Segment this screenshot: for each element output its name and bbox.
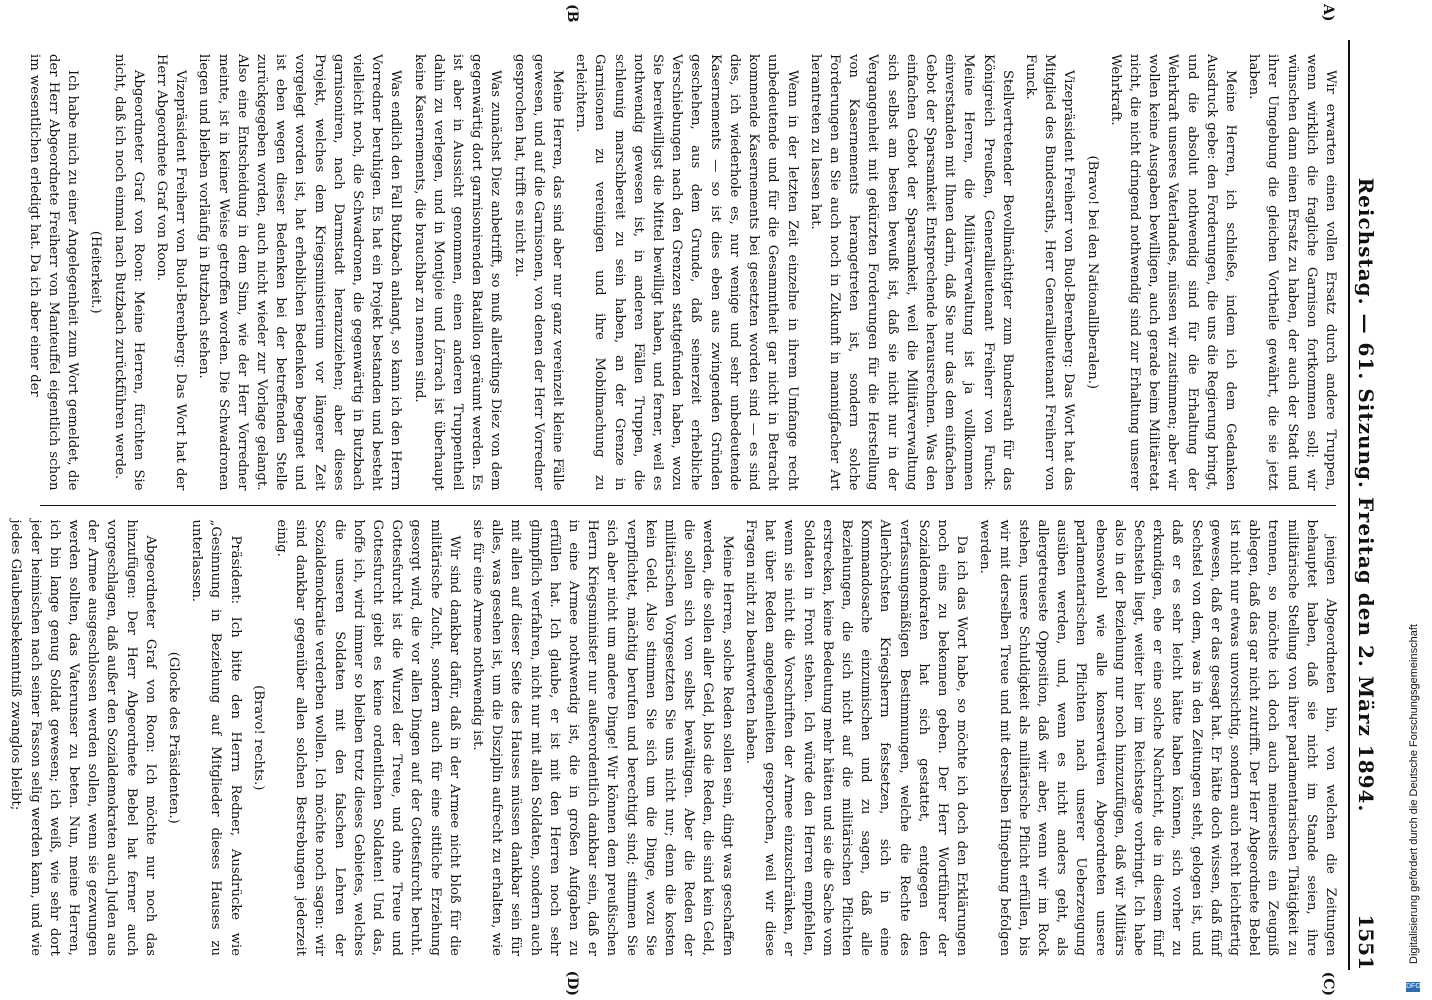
paragraph: (Glocke des Präsidenten.) bbox=[166, 651, 182, 824]
paragraph: jenigen Abgeordneten bin, von welchen die Zeitungen behauptet haben, daß sie nicht im Stande seien, ihre militärische Stellung von ihrer parlamentarischen Thätigkeit zu trennen, so möchte ich doch auch meinerseits ein Zeugniß ablegen, daß das gar nicht zutrifft. Der Herr Abgeordnete Bebel ist nicht nur etwas unvorsichtig, sondern auch recht leichtfertig gewesen, daß er das gesagt hat. Er hätte doch wissen, daß fünf Sechstel von dem, was in den Zeitungen steht, gelogen ist, und daß er es sehr leicht hätte haben können, sich vorher zu erkundigen, ehe er eine solche Nachricht, die in diesem fünf Sechsteln liegt, weiter hier im Reichstage vorbringt. Ich habe also in der Beziehung nur noch hinzuzufügen, daß wir Militärs ebensowohl wie alle konservativen Abgeordneten unsere parlamentarischen Pflichten nach unserer Ueberzeugung ausüben werden, und, wenn es nicht anders geht, als allergetreueste Opposition, daß wir aber, wenn wir im Rock stehen, unsere Schuldigkeit als militärische Pflicht erfüllen, bis wir mit derselben Treue und mit derselben Hingebung befolgen werden. bbox=[977, 519, 1338, 956]
text-columns bbox=[8, 40, 1340, 970]
column-left bbox=[26, 40, 1340, 505]
paragraph: Wenn in der letzten Zeit einzelne in ihrem Umfange recht unbedeutende und für die Gesammtheit gar nicht in Betracht kommende Kasernements bei gesetzten worden sind — es sind dies, ich wiederhole es, nur wenige und sehr unbedeutende Kasernements — so ist dies eben aus zwingenden Gründen geschehen, aus dem Grunde, daß seinerzeit erhebliche Verschiebungen nach den Grenzen stattgefunden haben, wozu Sie bereitwilligst die Mittel bewilligt haben, und ferner, weil es nothwendig gewesen ist, in anderen Fällen Truppen, die schleunig marschbereit zu sein haben, an der Grenze in Garnisonen zu vereinigen und ihre Mobilmachung zu erleichtern. bbox=[573, 54, 800, 491]
paragraph: Vizepräsident Freiherr von Buol-Berenberg: Das Wort hat das Mitglied des Bundesraths, Herr Generallieutenant Freiherr von Funck. bbox=[1022, 54, 1077, 491]
paragraph: Abgeordneter Graf von Roon: Ich möchte nur noch das hinzufügen: Der Herr Abgeordnete Bebel hat ferner auch vorgeschlagen, daß außer den Sozialdemokraten auch Juden aus der Armee ausgeschlossen werden sollen, wenn sie gezwungen werden sollten, das Vaterunser zu beten. Nun, meine Herren, ich bin lange genug Soldat gewesen; ich weiß, wie sehr dort jeder heimischen nach seiner Fasson selig werden kann, und wie jedes Glaubensbekenntniß zwanglos bleibt; bbox=[8, 519, 158, 956]
paragraph: Abgeordneter Graf von Roon: Meine Herren, fürchten Sie nicht, daß ich noch einmal nach Butzbach zurückführen werde. bbox=[111, 54, 146, 491]
paragraph: (Heiterkeit.) bbox=[88, 230, 104, 314]
paragraph: Da ich das Wort habe, so möchte ich doch den Erklärungen noch eins zu bekennen geben. Der Herr Wortführer der Sozialdemokraten hat sich gestattet, entgegen den verfassungsmäßigen Bestimmungen, welche die Rechte des Allerhöchsten Kriegsherrn festsetzen, sich in eine Kommandosache einzumischen und zu sagen, daß alle Beziehungen, die sich nicht auf die militärischen Pflichten erstrecken, keine Bedeutung mehr hätten und sie die Sache vom Soldaten in Front stehen. Ich würde den Herren empfehlen, wenn sie nicht die Vorschriften der Armee einzuschränken, er hat über Reden angelegenheiten gesprochen, weil wir diese Fragen nicht zu beantworten haben. bbox=[742, 519, 970, 956]
paragraph: (Bravo! bei den Nationalliberalen.) bbox=[1084, 155, 1100, 390]
paragraph: Wir erwarten einen vollen Ersatz durch andere Truppen, wenn wirklich die fragliche Garnison fortkommen soll; wir wünschen dann einen Ersatz zu haben, der auch der Stadt und ihrer Umgebung die gleichen Vortheile gewährt, die sie jetzt haben. bbox=[1246, 54, 1338, 491]
margin-marker-b: (B bbox=[564, 4, 580, 23]
paragraph: Was endlich den Fall Butzbach anlangt, so kann ich den Herrn Vorredner beruhigen. Es hat ein Projekt bestanden und besteht vielleicht noch, die Schwadronen, die gegenwärtig in Butzbach garnisoniren, nach Darmstadt heranzuziehen; aber dieses Projekt, welches dem Kriegsministerium vor längerer Zeit vorgelegt worden ist, hat erheblichen Bedenken begegnet und ist eben wegen dieser Bedenken bei der betreffenden Stelle zurückgegeben worden, auch nicht wieder zur Vorlage gelangt. Also eine Entscheidung in dem Sinn, wie der Herr Vorredner meinte, ist in keiner Weise getroffen worden. Die Schwadronen liegen und bleiben vorläufig in Butzbach stehen. bbox=[196, 54, 404, 491]
paragraph: (Bravo! rechts.) bbox=[250, 685, 266, 791]
margin-marker-a: A) bbox=[1320, 4, 1336, 22]
margin-marker-c: (C) bbox=[1320, 971, 1336, 996]
credit-text: Digitalisierung gefördert durch die Deutsche Forschungsgemeinschaft bbox=[1408, 624, 1420, 964]
column-right bbox=[8, 506, 1340, 971]
page-number: 1551 bbox=[1354, 914, 1378, 970]
page-header bbox=[1348, 40, 1394, 970]
dfg-logo: DFG bbox=[1406, 983, 1421, 990]
paragraph: Wir sind dankbar dafür, daß in der Armee nicht bloß für die militärische Zucht, sondern auch für eine sittliche Erziehung gesorgt wird, die vor allen Dingen auf der Gottesfurcht beruht. Gottesfurcht ist die Wurzel der Treue, und ohne Treue und Gottesfurcht giebt es keine ordentlichen Soldaten! Und das, hoffe ich, wird immer so bleiben trotz dieses Gebietes, welches die unseren Soldaten mit den falschen Lehren der Sozialdemokratie verderben wollen. Ich möchte noch sagen: wir sind dankbar gegenüber allen solchen Bestrebungen jederzeit einig. bbox=[274, 519, 462, 956]
paragraph: Vizepräsident Freiherr von Buol-Berenberg: Das Wort hat der Herr Abgeordnete Graf von Roon. bbox=[154, 54, 189, 491]
digitization-credit bbox=[1400, 0, 1432, 1000]
paragraph: Präsident: Ich bitte den Herrn Redner, Ausdrücke wie „Gesinnung in Beziehung auf Mitglieder dieses Hauses zu unterlassen. bbox=[189, 519, 243, 956]
paragraph: Was zunächst Diez anbetrifft, so muß allerdings Diez von dem gegenwärtig dort garnisonirenden Bataillon geräumt werden. Es ist aber in Aussicht genommen, einen anderen Truppentheil dahin zu verlegen, und in Montjoie und Lörrach ist überhaupt keine Kasernements, die brauchbar zu nennen sind. bbox=[411, 54, 504, 491]
paragraph: Meine Herren, solche Reden sollen sein, dingt was geschaffen werden, die sollen aller Geld, blos die Reden, die sind kein Geld, die sollen sich von selbst bewältigen. Aber die Reden der militärischen Vorgesetzten Sie uns nicht nur; denn die kosten kein Geld. Also stimmen Sie sich um die Dinge, wozu Sie verpflichtet, mächtig berufen und berechtigt sind; stimmen Sie sich aber nicht um andere Dinge! Wir können dem preußischen Herrn Kriegsminister nur außerordentlich dankbar sein, daß er in eine Armee nothwendig ist, die in großen Aufgaben zu erfüllen hat. Ich glaube, er ist mit den Herren noch sehr glimpflich verfahren, nicht nur mit allen Soldaten, sondern auch mit allen auf dieser Seite des Hauses müssen dankbar sein für alles, was gesehen ist, um die Disziplin aufrecht zu erhalten, wie sie für eine Armee nothwendig ist. bbox=[470, 519, 735, 956]
paragraph: Meine Herren, das sind aber nur ganz vereinzelt kleine Fälle gewesen, und auf die Garnisonen, von denen der Herr Vorredner gesprochen hat, trifft es nicht zu. bbox=[511, 54, 566, 491]
header-title: Reichstag. — 61. Sitzung. Freitag den 2. März 1894. bbox=[1354, 177, 1378, 813]
margin-marker-d: (D) bbox=[564, 970, 580, 996]
paragraph: Ich habe mich zu einer Angelegenheit zum Wort gemeldet, die der Herr Abgeordnete Freiherr von Manteuffel eigentlich schon im wesentlichen erledigt hat. Da ich aber einer der bbox=[26, 54, 81, 491]
paragraph: Meine Herren, ich schließe, indem ich dem Gedanken Ausdruck gebe: den Forderungen, die uns die Regierung bringt, und die absolut nothwendig sind für die Erhaltung der Wehrkraft unseres Vaterlandes, müssen wir zustimmen; aber wir wollen keine Ausgaben bewilligen, auch gerade beim Militäretat nicht, die nicht dringend nothwendig sind zur Erhaltung unserer Wehrkraft. bbox=[1107, 54, 1238, 491]
paragraph: Stellvertretender Bevollmächtigter zum Bundesrath für das Königreich Preußen, Generallieutenant Freiherr von Funck: Meine Herren, die Militärverwaltung ist ja vollkommen einverstanden mit Ihnen darin, daß Sie nur das dem einfachen Gebot der Sparsamkeit Entsprechende herausrechnen. Was den einfachen Gebot der Sparsamkeit, weil die Militärverwaltung sich selbst am besten bewußt ist, daß sie nicht nur in der Vergangenheit mit gekürzten Forderungen für die Herstellung von Kasernements herangetreten ist, sondern solche Forderungen an Sie auch noch in Zukunft in mannigfacher Art herantreten zu lassen hat. bbox=[807, 54, 1015, 491]
